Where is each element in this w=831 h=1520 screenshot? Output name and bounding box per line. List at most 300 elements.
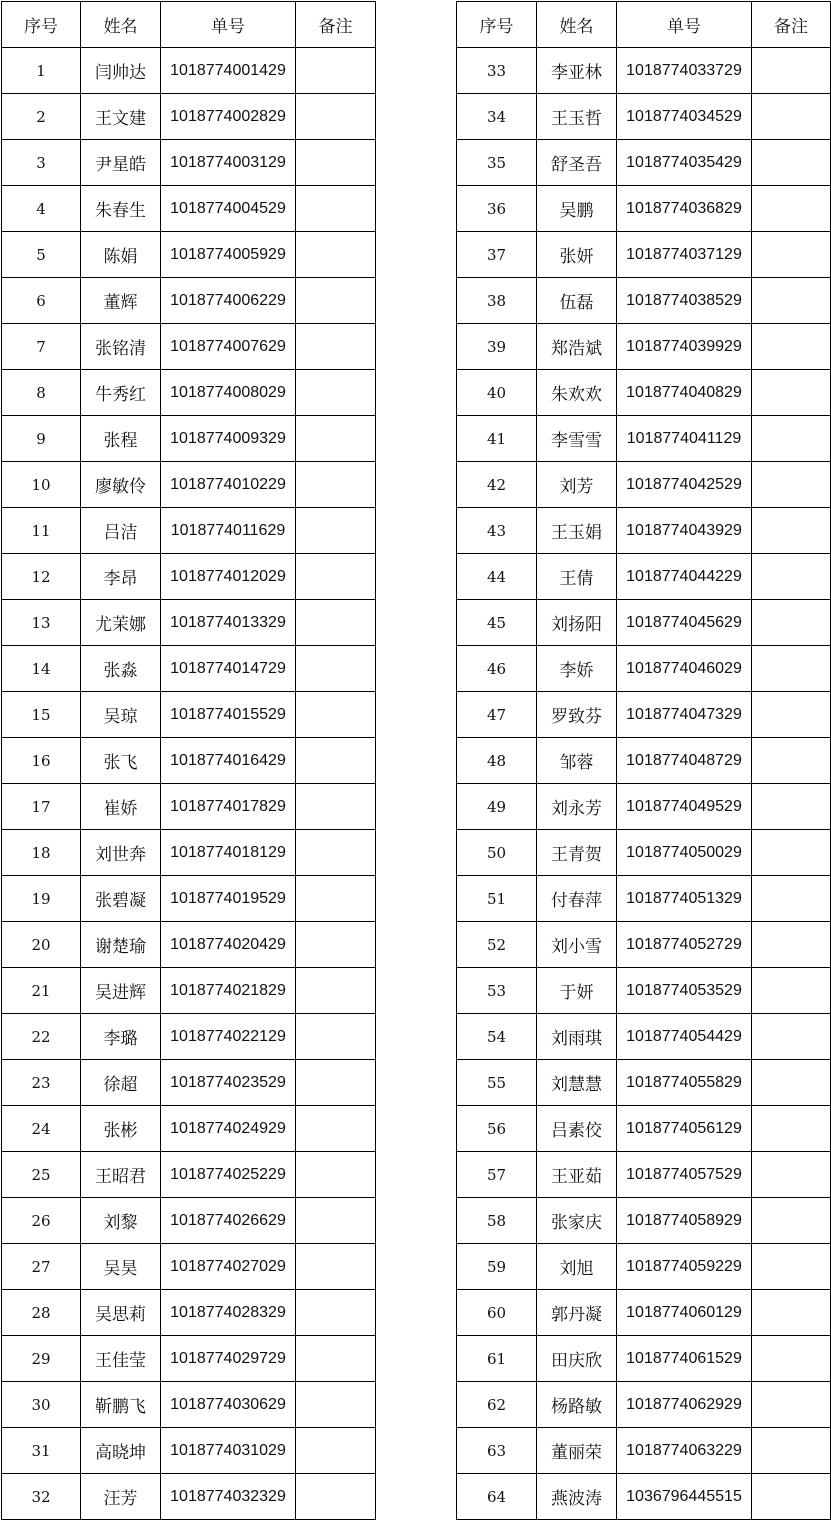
number-cell: 1018774051329 xyxy=(617,876,752,922)
remark-cell xyxy=(296,1106,376,1152)
seq-cell: 51 xyxy=(457,876,537,922)
name-cell: 伍磊 xyxy=(537,278,617,324)
number-cell: 1018774004529 xyxy=(161,186,296,232)
remark-cell xyxy=(752,140,831,186)
number-cell: 1018774050029 xyxy=(617,830,752,876)
number-cell: 1018774040829 xyxy=(617,370,752,416)
table-row xyxy=(457,1336,831,1382)
number-cell: 1018774024929 xyxy=(161,1106,296,1152)
remark-cell xyxy=(296,600,376,646)
table-row xyxy=(2,140,376,186)
number-cell: 1018774062929 xyxy=(617,1382,752,1428)
seq-cell: 19 xyxy=(2,876,81,922)
name-cell: 王青贺 xyxy=(537,830,617,876)
remark-cell xyxy=(296,692,376,738)
number-cell: 1018774059229 xyxy=(617,1244,752,1290)
remark-cell xyxy=(752,600,831,646)
remark-cell xyxy=(752,1290,831,1336)
number-cell: 1018774049529 xyxy=(617,784,752,830)
header-name: 姓名 xyxy=(81,2,161,48)
header-row xyxy=(457,2,831,48)
seq-cell: 10 xyxy=(2,462,81,508)
number-cell: 1018774032329 xyxy=(161,1474,296,1520)
number-cell: 1018774057529 xyxy=(617,1152,752,1198)
seq-cell: 62 xyxy=(457,1382,537,1428)
table-row xyxy=(457,462,831,508)
seq-cell: 41 xyxy=(457,416,537,462)
remark-cell xyxy=(752,1198,831,1244)
number-cell: 1018774028329 xyxy=(161,1290,296,1336)
number-cell: 1018774047329 xyxy=(617,692,752,738)
number-cell: 1018774027029 xyxy=(161,1244,296,1290)
number-cell: 1018774011629 xyxy=(161,508,296,554)
seq-cell: 54 xyxy=(457,1014,537,1060)
number-cell: 1018774045629 xyxy=(617,600,752,646)
remark-cell xyxy=(752,94,831,140)
header-name: 姓名 xyxy=(537,2,617,48)
table-row xyxy=(2,1474,376,1520)
name-cell: 吴昊 xyxy=(81,1244,161,1290)
table-row xyxy=(457,94,831,140)
table-row xyxy=(457,692,831,738)
remark-cell xyxy=(296,140,376,186)
number-cell: 1036796445515 xyxy=(617,1474,752,1520)
number-cell: 1018774048729 xyxy=(617,738,752,784)
header-seq: 序号 xyxy=(457,2,537,48)
remark-cell xyxy=(296,968,376,1014)
table-row xyxy=(2,830,376,876)
table-row xyxy=(457,554,831,600)
seq-cell: 15 xyxy=(2,692,81,738)
table-row xyxy=(2,1106,376,1152)
seq-cell: 60 xyxy=(457,1290,537,1336)
seq-cell: 23 xyxy=(2,1060,81,1106)
number-cell: 1018774012029 xyxy=(161,554,296,600)
number-cell: 1018774037129 xyxy=(617,232,752,278)
seq-cell: 47 xyxy=(457,692,537,738)
right-table-body xyxy=(457,48,831,1520)
remark-cell xyxy=(296,830,376,876)
seq-cell: 8 xyxy=(2,370,81,416)
seq-cell: 33 xyxy=(457,48,537,94)
seq-cell: 38 xyxy=(457,278,537,324)
header-remark: 备注 xyxy=(752,2,831,48)
remark-cell xyxy=(296,186,376,232)
seq-cell: 1 xyxy=(2,48,81,94)
number-cell: 1018774044229 xyxy=(617,554,752,600)
left-table xyxy=(1,1,376,1520)
table-row xyxy=(2,1198,376,1244)
name-cell: 燕波涛 xyxy=(537,1474,617,1520)
table-row xyxy=(457,646,831,692)
name-cell: 徐超 xyxy=(81,1060,161,1106)
table-row xyxy=(457,1106,831,1152)
remark-cell xyxy=(752,1244,831,1290)
table-row xyxy=(2,508,376,554)
remark-cell xyxy=(296,1474,376,1520)
remark-cell xyxy=(752,922,831,968)
name-cell: 靳鹏飞 xyxy=(81,1382,161,1428)
number-cell: 1018774029729 xyxy=(161,1336,296,1382)
remark-cell xyxy=(752,416,831,462)
number-cell: 1018774036829 xyxy=(617,186,752,232)
seq-cell: 5 xyxy=(2,232,81,278)
seq-cell: 32 xyxy=(2,1474,81,1520)
table-row xyxy=(457,416,831,462)
name-cell: 汪芳 xyxy=(81,1474,161,1520)
remark-cell xyxy=(296,370,376,416)
name-cell: 郑浩斌 xyxy=(537,324,617,370)
remark-cell xyxy=(296,1198,376,1244)
number-cell: 1018774014729 xyxy=(161,646,296,692)
number-cell: 1018774017829 xyxy=(161,784,296,830)
name-cell: 朱欢欢 xyxy=(537,370,617,416)
remark-cell xyxy=(296,738,376,784)
name-cell: 刘慧慧 xyxy=(537,1060,617,1106)
header-remark: 备注 xyxy=(296,2,376,48)
table-row xyxy=(457,140,831,186)
name-cell: 刘芳 xyxy=(537,462,617,508)
seq-cell: 31 xyxy=(2,1428,81,1474)
remark-cell xyxy=(296,1290,376,1336)
remark-cell xyxy=(296,94,376,140)
table-row xyxy=(2,48,376,94)
remark-cell xyxy=(752,1152,831,1198)
table-row xyxy=(2,784,376,830)
seq-cell: 52 xyxy=(457,922,537,968)
table-row xyxy=(457,600,831,646)
name-cell: 罗致芬 xyxy=(537,692,617,738)
name-cell: 张铭清 xyxy=(81,324,161,370)
name-cell: 于妍 xyxy=(537,968,617,1014)
number-cell: 1018774054429 xyxy=(617,1014,752,1060)
table-row xyxy=(457,278,831,324)
number-cell: 1018774042529 xyxy=(617,462,752,508)
name-cell: 张淼 xyxy=(81,646,161,692)
seq-cell: 16 xyxy=(2,738,81,784)
table-row xyxy=(2,186,376,232)
header-number: 单号 xyxy=(161,2,296,48)
seq-cell: 20 xyxy=(2,922,81,968)
seq-cell: 12 xyxy=(2,554,81,600)
seq-cell: 50 xyxy=(457,830,537,876)
table-row xyxy=(457,784,831,830)
right-table xyxy=(456,1,831,1520)
name-cell: 王亚茹 xyxy=(537,1152,617,1198)
name-cell: 牛秀红 xyxy=(81,370,161,416)
header-number: 单号 xyxy=(617,2,752,48)
remark-cell xyxy=(296,1244,376,1290)
name-cell: 李璐 xyxy=(81,1014,161,1060)
seq-cell: 45 xyxy=(457,600,537,646)
number-cell: 1018774015529 xyxy=(161,692,296,738)
name-cell: 董辉 xyxy=(81,278,161,324)
number-cell: 1018774034529 xyxy=(617,94,752,140)
remark-cell xyxy=(296,646,376,692)
remark-cell xyxy=(296,784,376,830)
name-cell: 尤茉娜 xyxy=(81,600,161,646)
name-cell: 王文建 xyxy=(81,94,161,140)
table-row xyxy=(2,1336,376,1382)
table-row xyxy=(2,370,376,416)
number-cell: 1018774018129 xyxy=(161,830,296,876)
seq-cell: 49 xyxy=(457,784,537,830)
table-row xyxy=(2,416,376,462)
number-cell: 1018774035429 xyxy=(617,140,752,186)
table-row xyxy=(457,1060,831,1106)
number-cell: 1018774006229 xyxy=(161,278,296,324)
name-cell: 王佳莹 xyxy=(81,1336,161,1382)
seq-cell: 28 xyxy=(2,1290,81,1336)
name-cell: 田庆欣 xyxy=(537,1336,617,1382)
remark-cell xyxy=(752,1382,831,1428)
remark-cell xyxy=(296,508,376,554)
table-row xyxy=(457,1382,831,1428)
remark-cell xyxy=(296,416,376,462)
seq-cell: 7 xyxy=(2,324,81,370)
remark-cell xyxy=(752,278,831,324)
remark-cell xyxy=(296,1152,376,1198)
remark-cell xyxy=(752,876,831,922)
remark-cell xyxy=(752,232,831,278)
remark-cell xyxy=(296,462,376,508)
number-cell: 1018774039929 xyxy=(617,324,752,370)
seq-cell: 40 xyxy=(457,370,537,416)
seq-cell: 64 xyxy=(457,1474,537,1520)
number-cell: 1018774025229 xyxy=(161,1152,296,1198)
seq-cell: 61 xyxy=(457,1336,537,1382)
seq-cell: 17 xyxy=(2,784,81,830)
table-row xyxy=(457,876,831,922)
seq-cell: 58 xyxy=(457,1198,537,1244)
left-table-body xyxy=(2,48,376,1520)
number-cell: 1018774001429 xyxy=(161,48,296,94)
number-cell: 1018774009329 xyxy=(161,416,296,462)
number-cell: 1018774013329 xyxy=(161,600,296,646)
remark-cell xyxy=(752,646,831,692)
name-cell: 刘扬阳 xyxy=(537,600,617,646)
number-cell: 1018774030629 xyxy=(161,1382,296,1428)
remark-cell xyxy=(752,462,831,508)
number-cell: 1018774021829 xyxy=(161,968,296,1014)
table-row xyxy=(2,646,376,692)
remark-cell xyxy=(296,1428,376,1474)
name-cell: 闫帅达 xyxy=(81,48,161,94)
name-cell: 谢楚瑜 xyxy=(81,922,161,968)
remark-cell xyxy=(752,1014,831,1060)
number-cell: 1018774020429 xyxy=(161,922,296,968)
number-cell: 1018774003129 xyxy=(161,140,296,186)
number-cell: 1018774005929 xyxy=(161,232,296,278)
seq-cell: 59 xyxy=(457,1244,537,1290)
seq-cell: 6 xyxy=(2,278,81,324)
table-row xyxy=(2,600,376,646)
name-cell: 杨路敏 xyxy=(537,1382,617,1428)
remark-cell xyxy=(752,1336,831,1382)
name-cell: 王玉娟 xyxy=(537,508,617,554)
seq-cell: 2 xyxy=(2,94,81,140)
number-cell: 1018774002829 xyxy=(161,94,296,140)
remark-cell xyxy=(296,324,376,370)
name-cell: 邹蓉 xyxy=(537,738,617,784)
remark-cell xyxy=(296,554,376,600)
seq-cell: 3 xyxy=(2,140,81,186)
name-cell: 李亚林 xyxy=(537,48,617,94)
number-cell: 1018774058929 xyxy=(617,1198,752,1244)
name-cell: 李雪雪 xyxy=(537,416,617,462)
table-row xyxy=(457,370,831,416)
seq-cell: 53 xyxy=(457,968,537,1014)
name-cell: 董丽荣 xyxy=(537,1428,617,1474)
seq-cell: 27 xyxy=(2,1244,81,1290)
remark-cell xyxy=(752,692,831,738)
name-cell: 吴琼 xyxy=(81,692,161,738)
table-row xyxy=(2,738,376,784)
remark-cell xyxy=(296,1060,376,1106)
name-cell: 尹星皓 xyxy=(81,140,161,186)
number-cell: 1018774010229 xyxy=(161,462,296,508)
table-row xyxy=(2,1428,376,1474)
number-cell: 1018774007629 xyxy=(161,324,296,370)
remark-cell xyxy=(296,876,376,922)
number-cell: 1018774026629 xyxy=(161,1198,296,1244)
table-row xyxy=(2,324,376,370)
header-row xyxy=(2,2,376,48)
table-row xyxy=(2,692,376,738)
seq-cell: 44 xyxy=(457,554,537,600)
table-row xyxy=(457,48,831,94)
name-cell: 王昭君 xyxy=(81,1152,161,1198)
name-cell: 刘旭 xyxy=(537,1244,617,1290)
seq-cell: 42 xyxy=(457,462,537,508)
seq-cell: 46 xyxy=(457,646,537,692)
seq-cell: 13 xyxy=(2,600,81,646)
seq-cell: 4 xyxy=(2,186,81,232)
seq-cell: 48 xyxy=(457,738,537,784)
remark-cell xyxy=(752,554,831,600)
seq-cell: 36 xyxy=(457,186,537,232)
table-row xyxy=(2,94,376,140)
table-row xyxy=(2,462,376,508)
number-cell: 1018774055829 xyxy=(617,1060,752,1106)
name-cell: 吴进辉 xyxy=(81,968,161,1014)
name-cell: 王玉哲 xyxy=(537,94,617,140)
seq-cell: 26 xyxy=(2,1198,81,1244)
remark-cell xyxy=(752,784,831,830)
remark-cell xyxy=(296,922,376,968)
table-row xyxy=(2,1382,376,1428)
name-cell: 高晓坤 xyxy=(81,1428,161,1474)
table-row xyxy=(2,1290,376,1336)
number-cell: 1018774019529 xyxy=(161,876,296,922)
name-cell: 张彬 xyxy=(81,1106,161,1152)
name-cell: 吴鹏 xyxy=(537,186,617,232)
name-cell: 郭丹凝 xyxy=(537,1290,617,1336)
seq-cell: 39 xyxy=(457,324,537,370)
table-row xyxy=(457,830,831,876)
remark-cell xyxy=(296,1014,376,1060)
remark-cell xyxy=(296,1382,376,1428)
number-cell: 1018774022129 xyxy=(161,1014,296,1060)
table-row xyxy=(457,508,831,554)
table-row xyxy=(457,1198,831,1244)
name-cell: 王倩 xyxy=(537,554,617,600)
seq-cell: 55 xyxy=(457,1060,537,1106)
name-cell: 张妍 xyxy=(537,232,617,278)
table-row xyxy=(2,922,376,968)
number-cell: 1018774061529 xyxy=(617,1336,752,1382)
name-cell: 刘雨琪 xyxy=(537,1014,617,1060)
table-row xyxy=(2,1014,376,1060)
name-cell: 廖敏伶 xyxy=(81,462,161,508)
name-cell: 李昂 xyxy=(81,554,161,600)
table-row xyxy=(457,324,831,370)
table-row xyxy=(457,1244,831,1290)
seq-cell: 29 xyxy=(2,1336,81,1382)
remark-cell xyxy=(752,1060,831,1106)
remark-cell xyxy=(296,278,376,324)
table-row xyxy=(457,1474,831,1520)
remark-cell xyxy=(752,48,831,94)
name-cell: 张飞 xyxy=(81,738,161,784)
number-cell: 1018774053529 xyxy=(617,968,752,1014)
table-row xyxy=(2,1152,376,1198)
table-row xyxy=(2,876,376,922)
number-cell: 1018774056129 xyxy=(617,1106,752,1152)
name-cell: 刘黎 xyxy=(81,1198,161,1244)
remark-cell xyxy=(752,370,831,416)
table-row xyxy=(457,922,831,968)
name-cell: 刘世奔 xyxy=(81,830,161,876)
table-row xyxy=(457,1014,831,1060)
remark-cell xyxy=(296,232,376,278)
name-cell: 崔娇 xyxy=(81,784,161,830)
name-cell: 张家庆 xyxy=(537,1198,617,1244)
number-cell: 1018774052729 xyxy=(617,922,752,968)
name-cell: 张程 xyxy=(81,416,161,462)
number-cell: 1018774008029 xyxy=(161,370,296,416)
seq-cell: 34 xyxy=(457,94,537,140)
number-cell: 1018774023529 xyxy=(161,1060,296,1106)
remark-cell xyxy=(752,1474,831,1520)
table-row xyxy=(2,554,376,600)
remark-cell xyxy=(296,1336,376,1382)
number-cell: 1018774016429 xyxy=(161,738,296,784)
table-row xyxy=(2,1060,376,1106)
remark-cell xyxy=(752,186,831,232)
name-cell: 刘小雪 xyxy=(537,922,617,968)
name-cell: 刘永芳 xyxy=(537,784,617,830)
table-row xyxy=(457,1290,831,1336)
number-cell: 1018774041129 xyxy=(617,416,752,462)
number-cell: 1018774033729 xyxy=(617,48,752,94)
seq-cell: 21 xyxy=(2,968,81,1014)
name-cell: 舒圣吾 xyxy=(537,140,617,186)
header-seq: 序号 xyxy=(2,2,81,48)
table-row xyxy=(2,232,376,278)
table-row xyxy=(457,232,831,278)
seq-cell: 22 xyxy=(2,1014,81,1060)
seq-cell: 25 xyxy=(2,1152,81,1198)
remark-cell xyxy=(752,738,831,784)
seq-cell: 30 xyxy=(2,1382,81,1428)
seq-cell: 18 xyxy=(2,830,81,876)
number-cell: 1018774060129 xyxy=(617,1290,752,1336)
remark-cell xyxy=(752,968,831,1014)
seq-cell: 43 xyxy=(457,508,537,554)
number-cell: 1018774038529 xyxy=(617,278,752,324)
seq-cell: 63 xyxy=(457,1428,537,1474)
